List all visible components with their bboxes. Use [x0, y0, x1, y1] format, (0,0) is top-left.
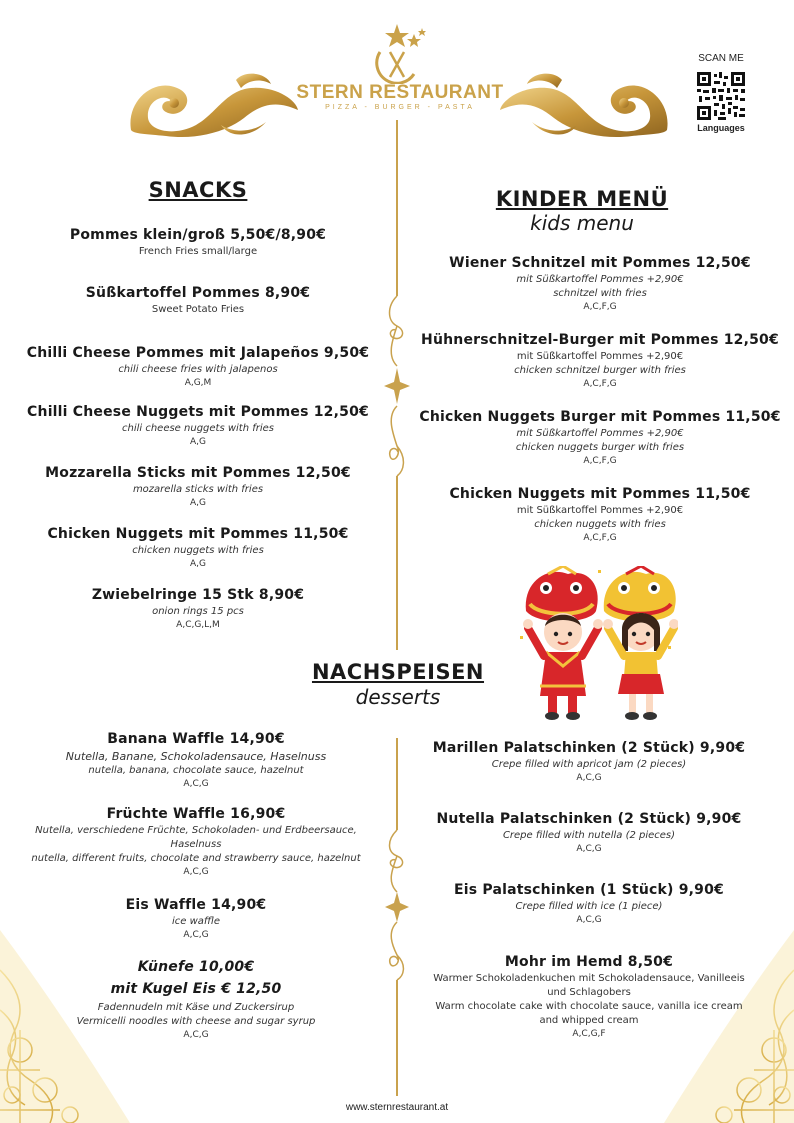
- item-name: Chilli Cheese Nuggets mit Pommes 12,50€: [27, 404, 369, 420]
- item-allergens: A,G: [190, 559, 206, 569]
- dessert-item: [4, 805, 388, 879]
- languages-label[interactable]: Languages: [697, 123, 745, 133]
- baroque-ornament-right: [497, 70, 672, 140]
- kids-item: [410, 254, 790, 314]
- item-description: chicken schnitzel burger with fries: [514, 365, 686, 376]
- item-name: Wiener Schnitzel mit Pommes 12,50€: [449, 255, 751, 271]
- item-name: Süßkartoffel Pommes 8,90€: [85, 285, 311, 301]
- item-description: schnitzel with fries: [553, 288, 647, 299]
- footer-website-link[interactable]: www.sternrestaurant.at: [345, 1102, 449, 1113]
- item-description-cont: Haselnuss: [170, 839, 222, 850]
- item-name: Eis Palatschinken (1 Stück) 9,90€: [454, 882, 724, 898]
- item-allergens: A,C,F,G: [583, 456, 617, 466]
- item-allergens: A,C,G: [183, 1030, 209, 1040]
- item-description: chicken nuggets with fries: [132, 545, 264, 556]
- item-name: Nutella Palatschinken (2 Stück) 9,90€: [436, 811, 742, 827]
- item-allergens: A,C,G: [576, 773, 602, 783]
- snack-item: [10, 525, 386, 571]
- item-name: Eis Waffle 14,90€: [125, 897, 267, 913]
- item-name: Chicken Nuggets mit Pommes 11,50€: [449, 486, 751, 502]
- item-allergens: A,C,F,G: [583, 533, 617, 543]
- item-allergens: A,C,G: [576, 915, 602, 925]
- kids-item: [410, 485, 790, 545]
- item-name: Banana Waffle 14,90€: [107, 731, 285, 747]
- item-description-en: nutella, different fruits, chocolate and strawberry sauce, hazelnut: [31, 853, 361, 864]
- item-description-cont: und Schlagobers: [547, 987, 631, 998]
- item-description: ice waffle: [171, 916, 221, 927]
- kids-item: [410, 331, 790, 391]
- item-name: Hühnerschnitzel-Burger mit Pommes 12,50€: [421, 332, 779, 348]
- dessert-item: [402, 810, 776, 856]
- item-option: mit Süßkartoffel Pommes +2,90€: [516, 351, 684, 362]
- item-description: chili cheese nuggets with fries: [121, 423, 275, 434]
- scan-me-label: SCAN ME: [698, 53, 744, 64]
- item-allergens: A,G,M: [184, 378, 212, 388]
- item-allergens: A,C,F,G: [583, 302, 617, 312]
- item-description-en-cont: and whipped cream: [539, 1015, 639, 1026]
- snack-item: [10, 284, 386, 317]
- snack-item: [10, 344, 386, 390]
- item-name: Chicken Nuggets Burger mit Pommes 11,50€: [419, 409, 781, 425]
- baroque-ornament-left: [126, 70, 301, 140]
- item-allergens: A,C,F,G: [583, 379, 617, 389]
- dessert-item: [4, 958, 388, 1042]
- dessert-item: [4, 896, 388, 942]
- item-description: French Fries small/large: [138, 246, 258, 257]
- item-description-en: nutella, banana, chocolate sauce, hazelnut: [88, 765, 304, 776]
- item-name: Mohr im Hemd 8,50€: [504, 954, 674, 970]
- item-description-en: Warm chocolate cake with chocolate sauce, vanilla ice cream: [435, 1001, 743, 1012]
- item-name: Chicken Nuggets mit Pommes 11,50€: [47, 526, 349, 542]
- item-description: Crepe filled with apricot jam (2 pieces): [491, 759, 687, 770]
- item-description: Sweet Potato Fries: [151, 304, 245, 315]
- item-description: Fadennudeln mit Käse und Zuckersirup: [97, 1002, 295, 1013]
- divider-ornament-upper: [382, 296, 412, 476]
- brand-name: STERN RESTAURANT: [296, 82, 504, 103]
- dessert-item: [402, 881, 776, 927]
- item-name: Marillen Palatschinken (2 Stück) 9,90€: [432, 740, 746, 756]
- item-allergens: A,C,G,L,M: [176, 620, 220, 630]
- item-allergens: A,C,G: [576, 844, 602, 854]
- kids-menu-subtitle: kids menu: [530, 211, 634, 235]
- item-allergens: A,C,G: [183, 930, 209, 940]
- item-description: Nutella, Banane, Schokoladensauce, Haselnuss: [65, 750, 327, 763]
- item-name: Zwiebelringe 15 Stk 8,90€: [91, 587, 305, 603]
- snack-item: [10, 226, 386, 259]
- dessert-item: [402, 953, 776, 1041]
- desserts-title: NACHSPEISEN: [311, 660, 485, 684]
- item-description: chicken nuggets burger with fries: [515, 442, 685, 453]
- item-option: mit Süßkartoffel Pommes +2,90€: [516, 428, 684, 439]
- desserts-subtitle: desserts: [355, 685, 441, 709]
- item-name-extra: mit Kugel Eis € 12,50: [110, 981, 282, 997]
- dessert-item: [402, 739, 776, 785]
- item-description: Crepe filled with nutella (2 pieces): [502, 830, 676, 841]
- item-option: mit Süßkartoffel Pommes +2,90€: [516, 274, 684, 285]
- item-name: Pommes klein/groß 5,50€/8,90€: [69, 227, 327, 243]
- item-option: mit Süßkartoffel Pommes +2,90€: [516, 505, 684, 516]
- item-description: Crepe filled with ice (1 piece): [515, 901, 663, 912]
- item-description: onion rings 15 pcs: [152, 606, 244, 617]
- item-description: chicken nuggets with fries: [534, 519, 666, 530]
- item-description: mozarella sticks with fries: [132, 484, 264, 495]
- item-allergens: A,G: [190, 498, 206, 508]
- item-allergens: A,C,G,F: [572, 1029, 606, 1039]
- qr-code-icon[interactable]: [697, 72, 745, 120]
- item-name: Früchte Waffle 16,90€: [106, 806, 286, 822]
- item-name: Künefe 10,00€: [137, 959, 255, 975]
- brand-tagline: PIZZA - BURGER - PASTA: [325, 104, 475, 111]
- item-allergens: A,C,G: [183, 779, 209, 789]
- kids-item: [410, 408, 790, 468]
- snack-item: [10, 464, 386, 510]
- snacks-title: SNACKS: [148, 178, 248, 202]
- item-allergens: A,G: [190, 437, 206, 447]
- restaurant-logo-icon: [362, 22, 432, 84]
- item-description-en: Vermicelli noodles with cheese and sugar syrup: [76, 1016, 316, 1027]
- item-name: Chilli Cheese Pommes mit Jalapeños 9,50€: [26, 345, 370, 361]
- item-description: chili cheese fries with jalapenos: [118, 364, 278, 375]
- snack-item: [10, 403, 386, 449]
- snack-item: [10, 586, 386, 632]
- item-name: Mozzarella Sticks mit Pommes 12,50€: [45, 465, 351, 481]
- item-description: Warmer Schokoladenkuchen mit Schokoladensauce, Vanilleeis: [433, 973, 745, 984]
- item-allergens: A,C,G: [183, 867, 209, 877]
- item-description: Nutella, verschiedene Früchte, Schokoladen- und Erdbeersauce,: [35, 825, 357, 836]
- dessert-item: [4, 730, 388, 791]
- kids-menu-title: KINDER MENÜ: [495, 187, 669, 211]
